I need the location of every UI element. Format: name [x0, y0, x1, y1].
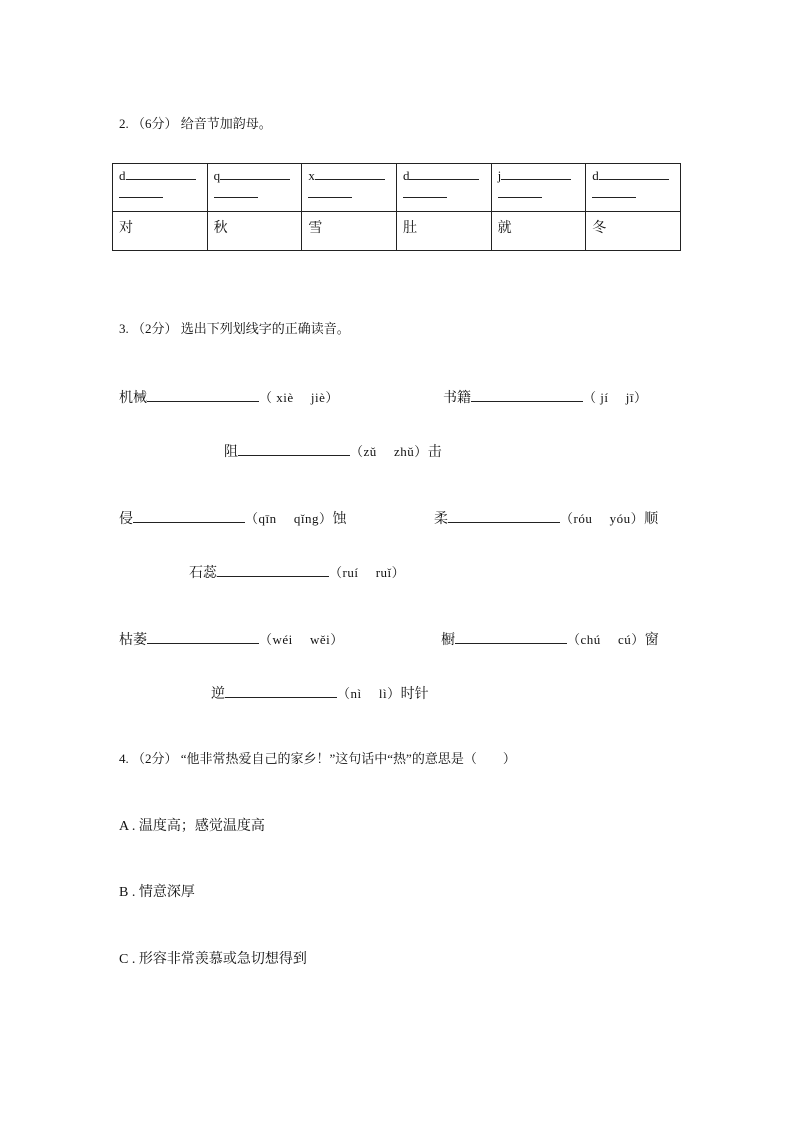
pinyin-options: （chú cú） [567, 632, 645, 647]
item-word: 阻 [224, 445, 238, 460]
table-cell-char: 肚 [396, 212, 491, 251]
answer-blank[interactable] [592, 185, 636, 198]
item-word: 书籍 [443, 391, 471, 406]
pinyin-item [441, 631, 659, 648]
choice-option-b[interactable]: B . 情意深厚 [119, 885, 195, 900]
answer-blank[interactable] [220, 169, 290, 180]
answer-blank[interactable] [147, 389, 259, 402]
table-cell-initial [207, 164, 302, 212]
answer-blank[interactable] [214, 185, 258, 198]
answer-blank[interactable] [133, 510, 245, 523]
table-cell-initial [113, 164, 208, 212]
pinyin-options: （ruí ruǐ） [329, 565, 406, 580]
initial-letter: d [119, 168, 126, 183]
rhyme-table [112, 163, 681, 251]
answer-blank[interactable] [599, 169, 669, 180]
answer-blank[interactable] [315, 169, 385, 180]
pinyin-options: （zǔ zhǔ） [350, 444, 428, 459]
initial-letter: d [402, 168, 410, 183]
answer-blank[interactable] [308, 185, 352, 198]
pinyin-item [189, 564, 405, 581]
item-word: 橱 [441, 633, 455, 648]
answer-blank[interactable] [409, 169, 479, 180]
table-cell-initial [302, 164, 397, 212]
answer-blank[interactable] [225, 685, 337, 698]
pinyin-item [224, 443, 442, 460]
answer-blank[interactable] [119, 185, 163, 198]
answer-blank[interactable] [238, 443, 350, 456]
initial-letter: q [213, 168, 221, 183]
item-word: 石蕊 [189, 566, 217, 581]
pinyin-options: （róu yóu） [560, 511, 645, 526]
item-word-after: 窗 [644, 633, 659, 648]
table-cell-char: 冬 [586, 212, 681, 251]
pinyin-options: （qīn qǐng） [245, 511, 333, 526]
item-word: 枯萎 [119, 633, 147, 648]
table-cell-char: 秋 [207, 212, 302, 251]
item-word: 柔 [434, 512, 448, 527]
pinyin-item [119, 389, 339, 406]
item-word: 逆 [211, 687, 225, 702]
answer-blank[interactable] [501, 169, 571, 180]
pinyin-item [119, 631, 344, 648]
pinyin-item [434, 510, 658, 527]
pinyin-options: （ jí jī） [583, 390, 648, 405]
answer-blank[interactable] [147, 631, 259, 644]
table-row-chars [113, 212, 681, 251]
pinyin-item [119, 510, 346, 527]
answer-blank[interactable] [403, 185, 447, 198]
answer-blank[interactable] [471, 389, 583, 402]
pinyin-item [211, 685, 429, 702]
table-cell-char: 就 [491, 212, 586, 251]
initial-letter: x [308, 168, 315, 183]
question-2-title: 2. （6分） 给音节加韵母。 [119, 116, 272, 131]
initial-letter: j [497, 168, 502, 183]
answer-blank[interactable] [455, 631, 567, 644]
pinyin-options: （wéi wěi） [259, 632, 344, 647]
pinyin-options: （nì lì） [337, 686, 401, 701]
pinyin-options: （ xiè jiè） [259, 390, 339, 405]
answer-blank[interactable] [448, 510, 560, 523]
item-word: 侵 [119, 512, 133, 527]
question-3-title: 3. （2分） 选出下列划线字的正确读音。 [119, 321, 350, 336]
table-cell-initial [491, 164, 586, 212]
answer-blank[interactable] [217, 564, 329, 577]
item-word-after: 顺 [644, 512, 659, 527]
table-row-initials [113, 164, 681, 212]
question-4-title: 4. （2分） “他非常热爱自己的家乡！”这句话中“热”的意思是（ ） [119, 751, 516, 766]
item-word-after: 时针 [400, 687, 429, 702]
item-word-after: 击 [427, 445, 442, 460]
table-cell-char: 雪 [302, 212, 397, 251]
pinyin-item [443, 389, 647, 406]
table-cell-initial [586, 164, 681, 212]
choice-option-a[interactable]: A . 温度高；感觉温度高 [119, 819, 265, 834]
table-cell-char: 对 [113, 212, 208, 251]
item-word-after: 蚀 [332, 512, 347, 527]
table-cell-initial [396, 164, 491, 212]
initial-letter: d [592, 168, 599, 183]
item-word: 机械 [119, 391, 147, 406]
answer-blank[interactable] [126, 169, 196, 180]
answer-blank[interactable] [498, 185, 542, 198]
choice-option-c[interactable]: C . 形容非常羡慕或急切想得到 [119, 952, 307, 967]
